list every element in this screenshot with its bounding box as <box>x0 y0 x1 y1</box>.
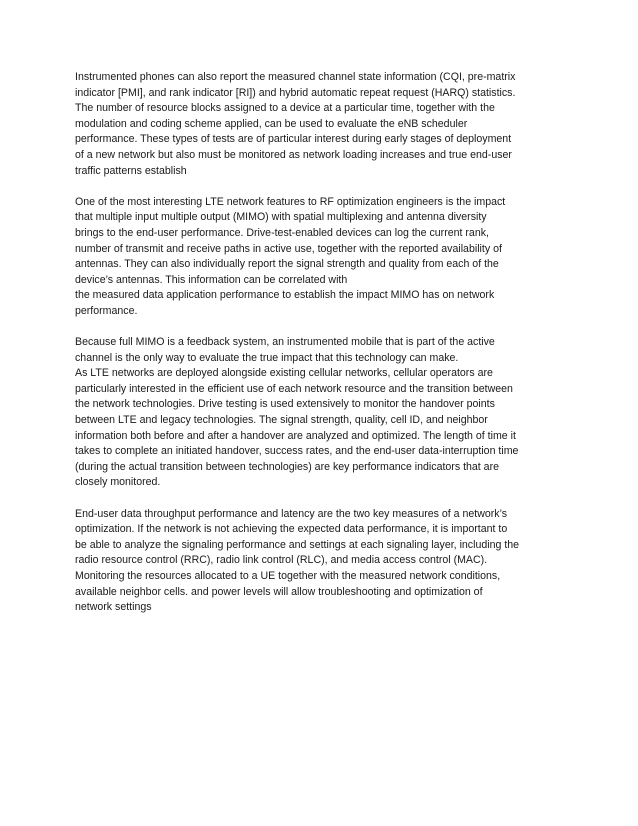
text-line: traffic patterns establish <box>75 164 187 177</box>
text-line: radio resource control (RRC), radio link control (RLC), and media access control (MAC). <box>75 554 488 567</box>
paragraph-ue-statistics <box>75 70 567 179</box>
text-line: Instrumented phones can also report the measured channel state information (CQI, pre-matrix <box>75 71 516 83</box>
text-line: brings to the end-user performance. Drive-test-enabled devices can log the current rank, <box>75 226 489 239</box>
text-line: optimization. If the network is not achieving the expected data performance, it is important to <box>75 523 508 536</box>
text-line: One of the most interesting LTE network features to RF optimization engineers is the impact <box>75 195 506 208</box>
text-line: number of transmit and receive paths in active use, together with the reported availability of <box>75 242 502 255</box>
text-line: between LTE and legacy technologies. The signal strength, quality, cell ID, and neighbor <box>75 414 488 427</box>
text-line: channel is the only way to evaluate the true impact that this technology can make. <box>75 351 459 364</box>
text-line: that multiple input multiple output (MIMO) with spatial multiplexing and antenna diversity <box>75 211 487 224</box>
paragraph-mimo <box>75 195 567 320</box>
text-line: Monitoring the resources allocated to a UE together with the measured network conditions, <box>75 570 501 582</box>
text-line: The number of resource blocks assigned to a device at a particular time, together with the <box>75 102 495 115</box>
text-line: be able to analyze the signaling performance and settings at each signaling layer, including the <box>75 538 520 551</box>
text-line: indicator [PMI], and rank indicator [RI]) and hybrid automatic repeat request (HARQ) statistics. <box>75 86 516 99</box>
text-line: of a new network but also must be monitored as network loading increases and true end-user <box>75 148 512 161</box>
paragraph-throughput <box>75 507 567 616</box>
text-line: (during the actual transition between technologies) are key performance indicators that are <box>75 460 499 473</box>
text-line: closely monitored. <box>75 476 161 489</box>
text-line: device’s antennas. This information can be correlated with <box>75 273 348 286</box>
text-line: information both before and after a handover are analyzed and optimized. The length of time it <box>75 429 516 442</box>
text-line: Because full MIMO is a feedback system, an instrumented mobile that is part of the active <box>75 336 495 349</box>
text-line: performance. These types of tests are of particular interest during early stages of deployment <box>75 133 512 146</box>
text-line: the measured data application performance to establish the impact MIMO has on network <box>75 289 495 302</box>
document-page <box>75 70 567 631</box>
text-line: network settings <box>75 601 152 614</box>
text-line: As LTE networks are deployed alongside existing cellular networks, cellular operators are <box>75 367 493 380</box>
text-line: modulation and coding scheme applied, can be used to evaluate the eNB scheduler <box>75 117 468 130</box>
text-line: takes to complete an initiated handover, success rates, and the end-user data-interruption time <box>75 445 519 458</box>
text-line: particularly interested in the efficient use of each network resource and the transition between <box>75 382 513 395</box>
text-line: End-user data throughput performance and latency are the two key measures of a network’s <box>75 507 508 520</box>
text-line: performance. <box>75 304 138 317</box>
paragraph-handover <box>75 335 567 491</box>
text-line: the network technologies. Drive testing is used extensively to monitor the handover points <box>75 398 495 411</box>
text-line: available neighbor cells. and power levels will allow troubleshooting and optimization of <box>75 585 483 598</box>
text-line: antennas. They can also individually report the signal strength and quality from each of the <box>75 258 499 271</box>
